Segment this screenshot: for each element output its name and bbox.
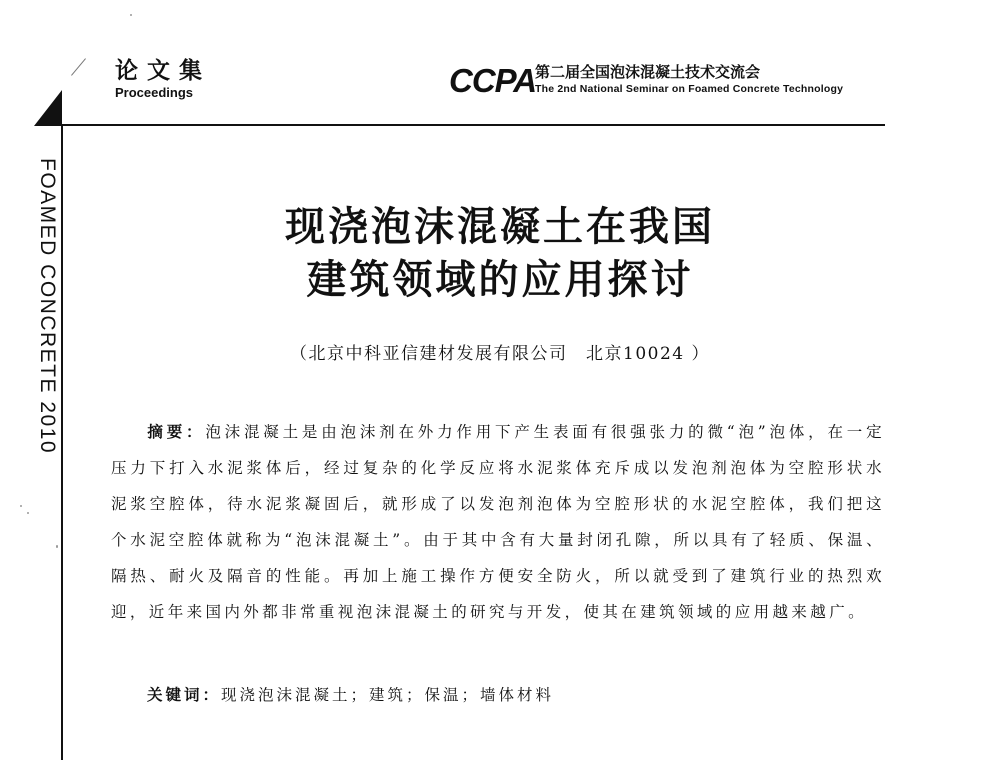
scan-speck — [20, 505, 22, 507]
abstract-label: 摘要： — [147, 423, 206, 441]
abstract-paragraph — [111, 414, 885, 630]
proceedings-block — [115, 58, 211, 100]
scan-speck — [130, 14, 132, 16]
article-title-line-1: 现浇泡沫混凝土在我国 — [285, 203, 715, 250]
scan-speck — [27, 512, 29, 514]
seminar-title-zh: 第二届全国泡沫混凝土技术交流会 — [535, 64, 761, 81]
seminar-block — [535, 64, 843, 96]
seminar-title-en: The 2nd National Seminar on Foamed Concrete Technology — [535, 83, 844, 95]
article-title — [170, 200, 830, 306]
header-divider — [62, 124, 885, 126]
author-affiliation: （北京中科亚信建材发展有限公司 北京10024 ） — [290, 344, 710, 364]
keywords-label: 关键词： — [147, 686, 222, 704]
proceedings-title-zh: 论文集 — [115, 58, 211, 84]
corner-triangle-mark — [34, 90, 62, 126]
side-journal-label: FOAMED CONCRETE 2010 — [36, 158, 59, 455]
corner-accent-stroke — [71, 58, 86, 75]
left-margin-rule — [61, 124, 63, 760]
ccpa-logo: CCPA — [449, 62, 537, 99]
article-title-line-2: 建筑领域的应用探讨 — [306, 256, 694, 303]
keywords-line — [147, 683, 554, 707]
proceedings-title-en: Proceedings — [115, 85, 194, 100]
keywords-text: 现浇泡沫混凝土；建筑；保温；墙体材料 — [221, 686, 555, 704]
scan-speck — [56, 545, 58, 548]
abstract-text: 泡沫混凝土是由泡沫剂在外力作用下产生表面有很强张力的微“泡”泡体，在一定压力下打入水泥浆体后，经过复杂的化学反应将水泥浆体充斥成以发泡剂泡体为空腔形状水泥浆空腔体，待水泥浆凝固后，就形成了以发泡剂泡体为空腔形状的水泥空腔体，我们把这个水泥空腔体就称为“泡沫混凝土”。由于其中含有大量封闭孔隙，所以具有了轻质、保温、隔热、耐火及隔音的性能。再加上施工操作方便安全防火，所以就受到了建筑行业的热烈欢迎，近年来国内外都非常重视泡沫混凝土的研究与开发，使其在建筑领域的应用越来越广。 — [111, 423, 885, 621]
